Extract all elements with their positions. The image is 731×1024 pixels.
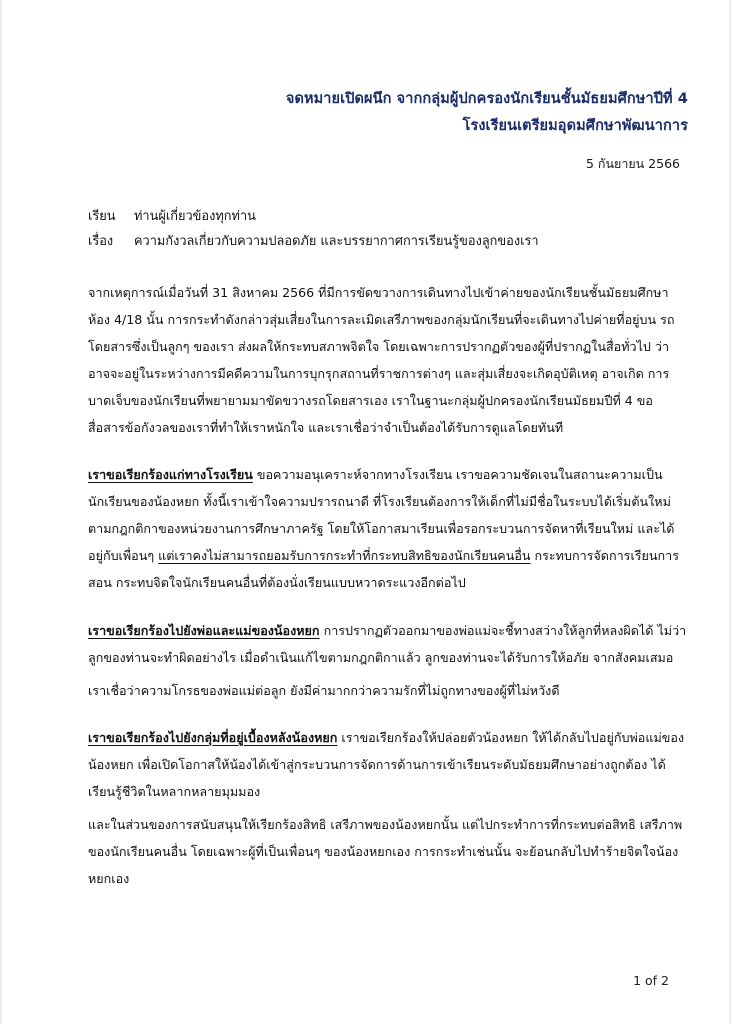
paragraph-behind-text: เราขอเรียกร้องให้ปล่อยตัวน้องหยก ให้ได้กลับไปอยู่กับพ่อแม่ของน้องหยก เพื่อเปิดโอกาสให้น้องได้เข้าสู่กระบวนการจัดการด้านการเข้าเรียนระดับมัธยมศึกษาอย่างถูกต้อง ได้เรียนรู้ชีวิตในหลากหลายมุมมอง	[88, 729, 685, 799]
paragraph-intro-text: จากเหตุการณ์เมื่อวันที่ 31 สิงหาคม 2566 ที่มีการขัดขวางการเดินทางไปเข้าค่ายของนักเรียนชั้นมัธยมศึกษา ห้อง 4/18 นั้น การกระทำดังกล่าวสุ่มเสี่ยงในการละเมิดเสรีภาพของกลุ่มนักเรียนที่จะเดินทางไปค่ายที่อยู่บน รถโดยสารซึ่งเป็นลูกๆ ของเรา ส่งผลให้กระทบสภาพจิตใจ โดยเฉพาะการปรากฏตัวของผู้ที่ปรากฏในสื่อทั่วไป ว่า อาจจะอยู่ในระหว่างการมีคดีความในการบุกรุกสถานที่ราชการต่างๆ และสุ่มเสี่ยงจะเกิดอุบัติเหตุ อาจเกิด การบาดเจ็บของนักเรียนที่พยายามมาขัดขวางรถโดยสารเอง เราในฐานะกลุ่มผู้ปกครองนักเรียนมัธยมปีที่ 4 ขอสื่อสารข้อกังวลของเราที่ทำให้เราหนักใจ และเราเชื่อว่าจำเป็นต้องได้รับการดูแลโดยทันที	[88, 284, 675, 436]
paragraph-behind-heading: เราขอเรียกร้องไปยังกลุ่มที่อยู่เบื้องหลังน้องหยก	[88, 729, 338, 745]
paragraph-parents-heading: เราขอเรียกร้องไปยังพ่อและแม่ของน้องหยก	[88, 622, 320, 638]
document-title-line1: จดหมายเปิดผนึก จากกลุ่มผู้ปกครองนักเรียนชั้นมัธยมศึกษาปีที่ 4	[285, 91, 688, 107]
page-edge-shadow-left	[0, 0, 3, 1024]
salutation-subject-value: ความกังวลเกี่ยวกับความปลอดภัย และบรรยากาศการเรียนรู้ของลูกของเรา	[134, 234, 539, 250]
paragraph-behind	[88, 724, 688, 805]
page-indicator: 1 of 2	[633, 973, 669, 988]
paragraph-behind-2	[88, 811, 688, 892]
salutation-to-value: ท่านผู้เกี่ยวข้องทุกท่าน	[134, 208, 256, 224]
paragraph-intro	[88, 279, 688, 441]
paragraph-parents-2-text: เราเชื่อว่าความโกรธของพ่อแม่ต่อลูก ยังมีค่ามากกว่าความรักที่ไม่ถูกทางของผู้ที่ไม่หวังดี	[88, 682, 560, 698]
paragraph-school	[88, 461, 688, 596]
salutation-subject-row	[88, 229, 688, 255]
document-date: 5 กันยายน 2566	[585, 155, 680, 171]
document-content	[88, 86, 688, 892]
paragraph-behind-2-text: และในส่วนของการสนับสนุนให้เรียกร้องสิทธิ เสรีภาพของน้องหยกนั้น แต่ไปกระทำการที่กระทบต่อสิทธิ เสรีภาพของนักเรียนคนอื่น โดยเฉพาะผู้ที่เป็นเพื่อนๆ ของน้องหยกเอง การกระทำเช่นนั้น จะย้อนกลับไปทำร้ายจิตใจน้องหยกเอง	[88, 816, 683, 886]
document-title-block	[88, 86, 688, 140]
paragraph-parents-2	[88, 677, 688, 704]
paragraph-school-emphasis: แต่เราคงไม่สามารถยอมรับการกระทำที่กระทบสิทธิของนักเรียนคนอื่น	[158, 548, 531, 564]
paragraph-parents	[88, 617, 688, 671]
document-body	[88, 279, 688, 892]
salutation-subject-label: เรื่อง	[88, 234, 114, 250]
salutation-to-label: เรียน	[88, 208, 116, 224]
document-title-line2: โรงเรียนเตรียมอุดมศึกษาพัฒนาการ	[462, 117, 688, 134]
paragraph-school-text-after: กระทบการจัดการเรียนการสอน กระทบจิตใจนักเรียนคนอื่นที่ต้องนั่งเรียนแบบหวาดระแวงอีกต่อไป	[88, 548, 679, 591]
salutation-block	[88, 204, 688, 255]
paragraph-school-text: ขอความอนุเคราะห์จากทางโรงเรียน เราขอความชัดเจนในสถานะความเป็นนักเรียนของน้องหยก ทั้งนี้เราเข้าใจความปรารถนาดี ที่โรงเรียนต้องการให้เด็กที่ไม่มีชื่อในระบบได้เริ่มต้นใหม่ ตามกฎกติกาของหน่วยงานการศึกษาภาครัฐ โดยให้โอกาสมาเรียนเพื่อรอกระบวนการจัดหาที่เรียนใหม่ และได้อยู่กับเพื่อนๆ	[88, 467, 675, 564]
paragraph-parents-text: การปรากฏตัวออกมาของพ่อแม่จะชี้ทางสว่างให้ลูกที่หลงผิดได้ ไม่ว่าลูกของท่านจะทำผิดอย่างไร เมื่อดำเนินแก้ไขตามกฎกติกาแล้ว ลูกของท่านจะได้รับการให้อภัย จากสังคมเสมอ	[88, 622, 687, 665]
salutation-to-row	[88, 204, 688, 230]
paragraph-school-heading: เราขอเรียกร้องแก่ทางโรงเรียน	[88, 467, 253, 483]
